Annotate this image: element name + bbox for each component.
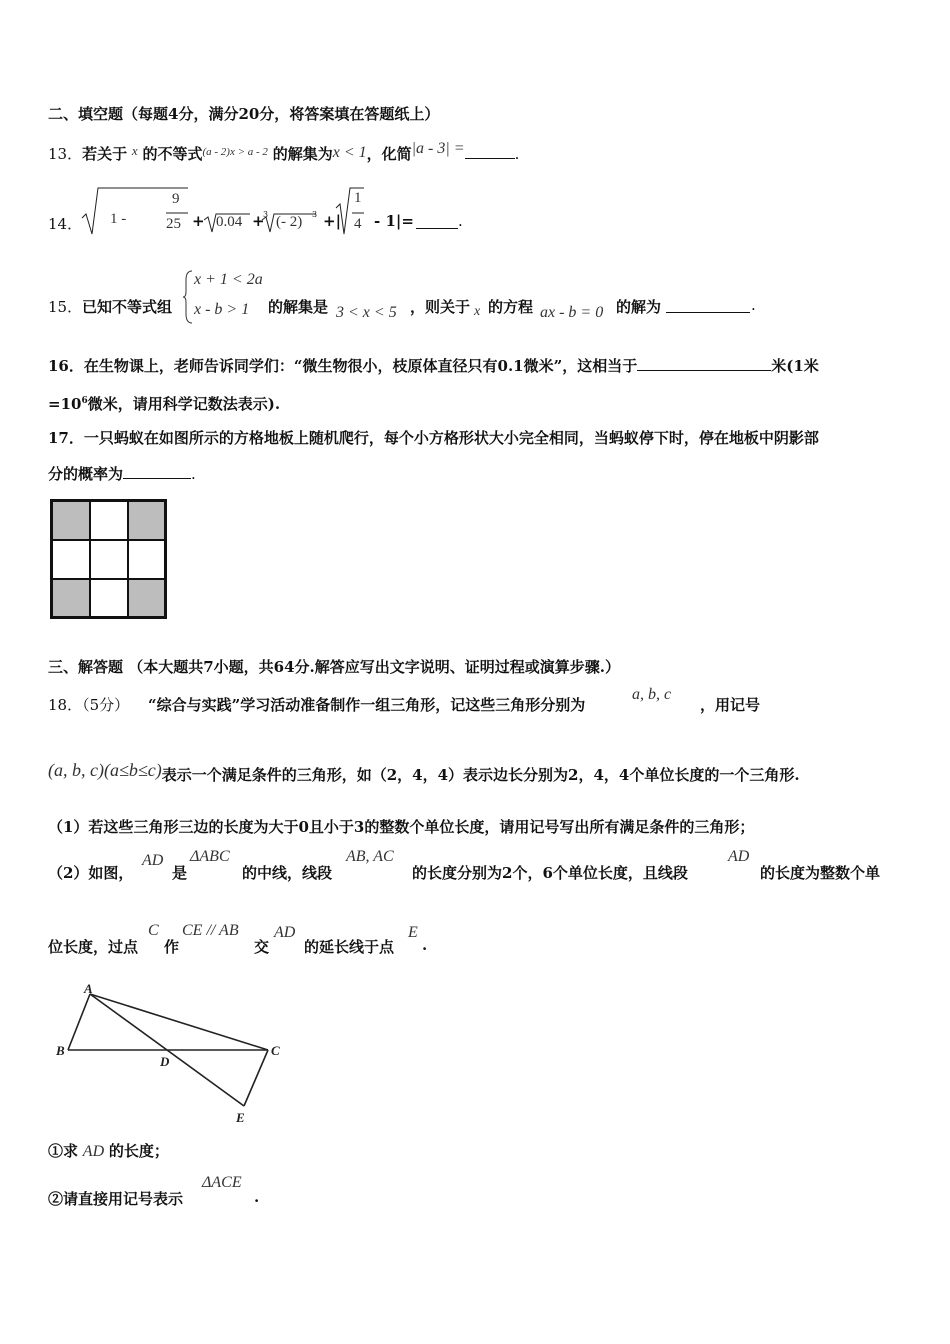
grid-cell-shaded	[52, 501, 90, 540]
q18-p3-par: CE // AB	[182, 922, 239, 939]
grid-cell	[90, 540, 128, 579]
q15-num: 15．	[48, 298, 83, 316]
q15-t1: 已知不等式组	[82, 298, 173, 316]
q18-p2-abc: ΔABC	[190, 848, 230, 865]
q18-part3-line	[48, 922, 468, 958]
q15-range: 3 < x < 5	[336, 304, 397, 321]
q13-t2: 的不等式	[142, 145, 203, 163]
grid-cell	[90, 579, 128, 617]
q15-eq: ax - b = 0	[540, 304, 604, 321]
q15-var: x	[474, 304, 481, 319]
q18-sub1-ad: AD	[82, 1143, 105, 1160]
q13-answer-blank[interactable]	[465, 158, 515, 159]
q16-line1	[48, 355, 819, 376]
q18-notation: (a, b, c)(a≤b≤c)	[48, 760, 162, 780]
q18-p3-e: 的延长线于点	[304, 938, 395, 956]
q18-notation-text: 表示一个满足条件的三角形，如（2，4，4）表示边长分别为2，4，4个单位长度的一个三角形.	[161, 766, 800, 784]
grid-cell	[52, 540, 90, 579]
q18-sub2	[48, 1174, 308, 1208]
q18-p2-b: 是	[172, 864, 188, 882]
q18-p3-b: 作	[164, 938, 180, 956]
q14-plus2: +	[252, 212, 265, 230]
q16-line2	[48, 393, 280, 414]
q14-part2: 0.04	[216, 214, 243, 230]
label-C: C	[271, 1043, 280, 1058]
q15-sys1: x + 1 < 2a	[194, 271, 263, 288]
q13-t1: 若关于	[82, 145, 128, 163]
q18-part1: （1）若这些三角形三边的长度为大于0且小于3的整数个单位长度，请用记号写出所有满足条件的三角形；	[48, 818, 755, 836]
label-B: B	[56, 1043, 65, 1058]
q15-t2: 的解集是	[268, 298, 329, 316]
q18-p3-E: E	[408, 924, 418, 941]
q14-plus3: +|	[323, 212, 342, 230]
q15	[48, 268, 808, 328]
q18-sub1-b: 的长度；	[108, 1142, 169, 1160]
grid-cell-shaded	[128, 579, 165, 617]
q18-p2-ad2: AD	[728, 848, 750, 865]
segment-AC	[90, 994, 268, 1050]
grid-cell-shaded	[52, 579, 90, 617]
q14-end: .	[458, 212, 463, 230]
q14-frac2-num: 1	[354, 190, 362, 206]
q17-line2	[48, 463, 196, 484]
q13-num: 13．	[48, 145, 83, 163]
q14-num: 14．	[48, 215, 83, 233]
section3-heading: 三、解答题 （本大题共7小题，共64分.解答应写出文字说明、证明过程或演算步骤.）	[48, 658, 620, 676]
triangle-figure	[52, 980, 302, 1125]
q18-p2-abac: AB, AC	[346, 848, 394, 865]
floor-grid-figure	[50, 499, 167, 619]
q14-part3-exp: 3	[312, 210, 318, 219]
q13-var: x	[131, 143, 138, 158]
q14-answer-blank[interactable]	[416, 214, 458, 229]
segment-CE	[244, 1050, 268, 1106]
q15-t4: 的方程	[488, 298, 534, 316]
q18-notation-line	[48, 760, 800, 785]
q16-unit: 米(1米	[771, 357, 819, 375]
segment-AB	[68, 994, 90, 1050]
q18-sub2-ace: ΔACE	[202, 1174, 242, 1191]
grid-cell	[128, 540, 165, 579]
q14-cube-index: 3	[263, 210, 269, 219]
q13-t3: 的解集为	[272, 145, 333, 163]
label-D: D	[160, 1054, 170, 1069]
q17-line1: 17．一只蚂蚁在如图所示的方格地板上随机爬行，每个小方格形状大小完全相同，当蚂蚁停下时，停在地板中阴影部	[48, 429, 819, 447]
q18-sub2-a: ②请直接用记号表示	[48, 1190, 184, 1208]
q18-num: 18．（5分）	[48, 696, 130, 714]
label-A: A	[84, 981, 93, 996]
q18-p2-c: 的中线，线段	[242, 864, 333, 882]
q13-t4: ，化简	[366, 145, 412, 163]
grid-cell	[90, 501, 128, 540]
q18-p3-a: 位长度，过点	[48, 938, 139, 956]
grid-cell-shaded	[128, 501, 165, 540]
q14-plus1: +	[192, 212, 205, 230]
q15-brace	[182, 270, 194, 324]
q17-answer-blank[interactable]	[123, 464, 191, 479]
q14-frac2-den: 4	[354, 216, 362, 232]
q14-part1: 1 -	[110, 211, 127, 227]
q16-answer-blank[interactable]	[637, 356, 771, 371]
q17-end: .	[191, 465, 196, 483]
q18-sub1	[48, 1140, 169, 1161]
q18-p2-ad: AD	[142, 852, 164, 869]
q18-intro	[48, 686, 768, 724]
q15-sys2: x - b > 1	[194, 301, 250, 318]
q18-p2-a: （2）如图，	[48, 864, 134, 882]
q18-vars: a, b, c	[632, 686, 672, 703]
q18-p3-d: 交	[254, 938, 270, 956]
q18-p3-ad: AD	[274, 924, 296, 941]
label-E: E	[236, 1110, 245, 1125]
q16-pow-exp: 6	[81, 396, 88, 406]
q16-pow-base: =10	[48, 395, 82, 413]
q18-p3-c: C	[148, 922, 159, 939]
q18-p2-d: 的长度分别为2个，6个单位长度，且线段	[412, 864, 688, 882]
q14-part3: (- 2)	[276, 214, 303, 230]
q16-text: 16．在生物课上，老师告诉同学们：“微生物很小，枝原体直径只有0.1微米”，这相当于	[48, 357, 638, 375]
q15-t3: ，则关于	[410, 298, 471, 316]
q13-end: .	[514, 145, 520, 163]
q16-line2-text: 微米，请用科学记数法表示).	[87, 395, 281, 413]
q15-t5: 的解为	[616, 298, 662, 316]
q13	[48, 140, 519, 164]
q15-end: .	[751, 296, 756, 314]
q17-text: 分的概率为	[48, 465, 124, 483]
q14-frac-num: 9	[172, 191, 180, 207]
q15-answer-blank[interactable]	[666, 298, 750, 313]
q18-p3-end: .	[422, 936, 428, 954]
q18-sub2-end: .	[254, 1188, 260, 1206]
q18-sub1-a: ①求	[48, 1142, 79, 1160]
q14-tail: - 1|=	[374, 212, 414, 230]
q18-intro-end: ，用记号	[700, 696, 761, 714]
q13-ineq: (a - 2)x > a - 2	[202, 146, 268, 158]
q18-intro-text: “综合与实践”学习活动准备制作一组三角形，记这些三角形分别为	[148, 696, 586, 714]
q13-expr: |a - 3| =	[411, 140, 465, 157]
section2-heading: 二、填空题（每题4分，满分20分，将答案填在答题纸上）	[48, 105, 440, 123]
q18-p2-e: 的长度为整数个单	[760, 864, 881, 882]
q14-frac-den: 25	[166, 216, 181, 232]
q13-sol: x < 1	[332, 144, 367, 161]
q18-part2-line	[48, 848, 908, 888]
